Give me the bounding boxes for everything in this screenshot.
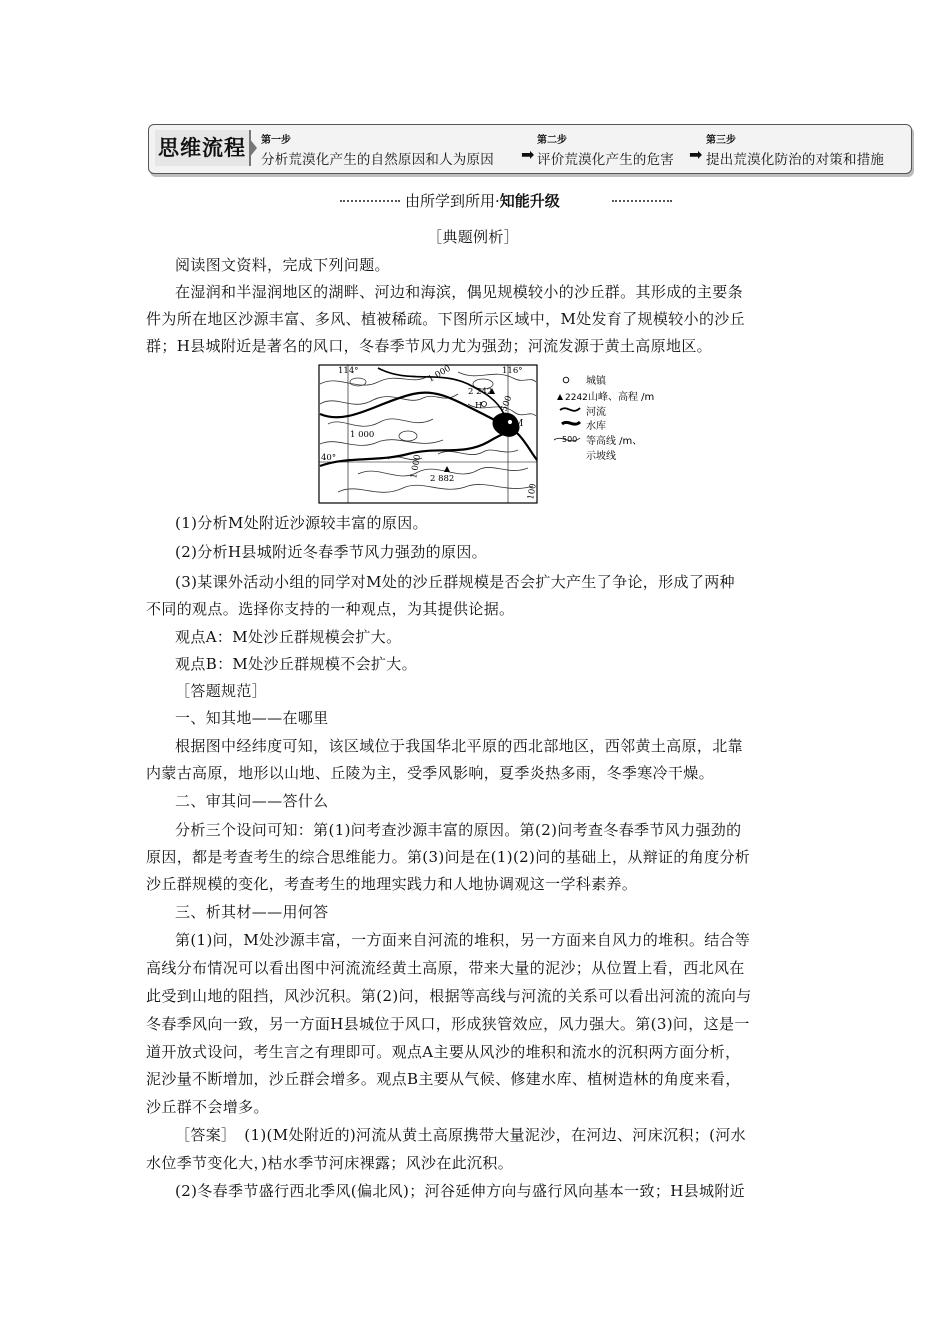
paragraph-line: 此受到山地的阻挡，风沙沉积。第(2)问，根据等高线与河流的关系可以看出河流的流向与 bbox=[146, 987, 752, 1005]
legend-contour-value: 500 bbox=[562, 435, 578, 444]
paragraph-line: 群；H县城附近是著名的风口，冬春季节风力尤为强劲；河流发源于黄土高原地区。 bbox=[146, 337, 713, 355]
subheading: 一、知其地——在哪里 bbox=[175, 709, 329, 727]
arrow-right-icon: ➡ bbox=[521, 145, 535, 164]
contour-1000-a: 1 000 bbox=[426, 364, 453, 385]
topographic-map bbox=[318, 364, 670, 506]
answer-norm-heading: ［答题规范］ bbox=[175, 682, 268, 700]
paragraph-line: 泥沙量不断增加，沙丘群会增多。观点B主要从气候、修建水库、植树造林的角度来看， bbox=[146, 1070, 741, 1088]
divider-dots-left bbox=[340, 200, 400, 202]
answer-line: 水位季节变化大，)枯水季节河床裸露；风沙在此沉积。 bbox=[146, 1154, 514, 1172]
paragraph-line: 沙丘群不会增多。 bbox=[146, 1098, 269, 1116]
subheading: 二、审其问——答什么 bbox=[175, 792, 329, 810]
city-m-label: M bbox=[514, 419, 524, 429]
section-title-pre: 由所学到所用 bbox=[405, 192, 496, 210]
example-heading: ［典题例析］ bbox=[427, 228, 520, 246]
arrow-right-icon: ➡ bbox=[689, 145, 703, 164]
legend-reservoir: 水库 bbox=[586, 421, 606, 432]
section-title-strong: 知能升级 bbox=[499, 192, 560, 210]
paragraph-line: 高线分布情况可以看出图中河流流经黄土高原，带来大量的泥沙；从位置上看，西北风在 bbox=[146, 959, 745, 977]
step-2-label: 第二步 bbox=[537, 135, 567, 146]
answer-line: ［答案］ (1)(M处附近的)河流从黄土高原携带大量泥沙，在河边、河床沉积；(河水 bbox=[175, 1126, 747, 1144]
legend-reservoir-icon bbox=[562, 422, 580, 424]
paragraph-line: 在湿润和半湿润地区的湖畔、河边和海滨，偶见规模较小的沙丘群。其形成的主要条 bbox=[175, 283, 743, 301]
paragraph-line: 冬春季风向一致，另一方面H县城位于风口，形成狭管效应，风力强大。第(3)问，这是一 bbox=[146, 1015, 750, 1033]
banner-title: 思维流程 bbox=[155, 130, 251, 166]
banner-pointer-icon bbox=[249, 138, 257, 158]
step-3-label: 第三步 bbox=[706, 135, 736, 146]
step-3-text: 提出荒漠化防治的对策和措施 bbox=[706, 152, 885, 168]
step-1-text: 分析荒漠化产生的自然原因和人为原因 bbox=[261, 152, 494, 168]
subheading: 三、析其材——用何答 bbox=[175, 903, 329, 921]
contour-100: 100 bbox=[526, 482, 539, 501]
question-line: (2)分析H县城附近冬春季节风力强劲的原因。 bbox=[175, 543, 488, 561]
paragraph-line: 原因，都是考查考生的综合思维能力。第(3)问是在(1)(2)问的基础上，从辩证的角度分析 bbox=[146, 848, 751, 866]
city-h-label: H bbox=[475, 401, 483, 411]
viewpoint-line: 观点B：M处沙丘群规模不会扩大。 bbox=[175, 655, 417, 673]
paragraph-line: 道开放式设问，考生言之有理即可。观点A主要从风沙的堆积和流水的沉积两方面分析， bbox=[146, 1043, 741, 1061]
legend-peak-value: 2242 bbox=[565, 393, 588, 403]
question-line: 不同的观点。选择你支持的一种观点，为其提供论据。 bbox=[146, 600, 515, 618]
peak1-label: 2 242 bbox=[468, 387, 493, 397]
lon-label-left: 114° bbox=[338, 366, 359, 376]
legend-peak: 山峰、高程 /m bbox=[588, 392, 655, 403]
lat-label: 40° bbox=[321, 453, 337, 463]
paragraph-line: 阅读图文资料，完成下列问题。 bbox=[175, 256, 390, 274]
thinking-process-banner bbox=[148, 124, 912, 174]
step-1-label: 第一步 bbox=[261, 135, 291, 146]
legend-city-icon bbox=[563, 377, 569, 383]
paragraph-line: 分析三个设问可知：第(1)问考查沙源丰富的原因。第(2)问考查冬春季节风力强劲的 bbox=[175, 821, 742, 839]
viewpoint-line: 观点A：M处沙丘群规模会扩大。 bbox=[175, 628, 402, 646]
legend-river-icon bbox=[560, 408, 580, 411]
legend-peak-icon bbox=[557, 394, 563, 400]
paragraph-line: 件为所在地区沙源丰富、多风、植被稀疏。下图所示区域中，M处发育了规模较小的沙丘 bbox=[146, 310, 746, 328]
contour-1000-c: 1 000 bbox=[409, 453, 424, 480]
legend-contour: 等高线 /m、 bbox=[586, 436, 643, 447]
answer-line: (2)冬春季节盛行西北季风(偏北风)；河谷延伸方向与盛行风向基本一致；H县城附近 bbox=[175, 1182, 746, 1200]
question-line: (3)某课外活动小组的同学对M处的沙丘群规模是否会扩大产生了争论，形成了两种 bbox=[175, 573, 735, 591]
divider-dots-right bbox=[612, 200, 672, 202]
paragraph-line: 第(1)问，M处沙源丰富，一方面来自河流的堆积，另一方面来自风力的堆积。结合等 bbox=[175, 931, 751, 949]
peak2-label: 2 882 bbox=[430, 474, 455, 484]
city-m bbox=[508, 420, 513, 425]
legend-city: 城镇 bbox=[586, 376, 606, 387]
legend-river: 河流 bbox=[586, 407, 606, 418]
paragraph-line: 根据图中经纬度可知，该区域位于我国华北平原的西北部地区，西邻黄土高原，北靠 bbox=[175, 737, 743, 755]
step-2-text: 评价荒漠化产生的危害 bbox=[537, 152, 674, 168]
contour-1000-b: 1 000 bbox=[350, 430, 375, 440]
section-title bbox=[405, 190, 560, 211]
legend-slope: 示坡线 bbox=[586, 451, 616, 462]
paragraph-line: 沙丘群规模的变化，考查考生的地理实践力和人地协调观这一学科素养。 bbox=[146, 875, 638, 893]
lon-label-right: 116° bbox=[502, 366, 523, 376]
paragraph-line: 内蒙古高原，地形以山地、丘陵为主，受季风影响，夏季炎热多雨，冬季寒冷干燥。 bbox=[146, 764, 714, 782]
section-title-dot: · bbox=[495, 192, 500, 210]
question-line: (1)分析M处附近沙源较丰富的原因。 bbox=[175, 514, 428, 532]
contour-500: 500 bbox=[499, 394, 515, 414]
